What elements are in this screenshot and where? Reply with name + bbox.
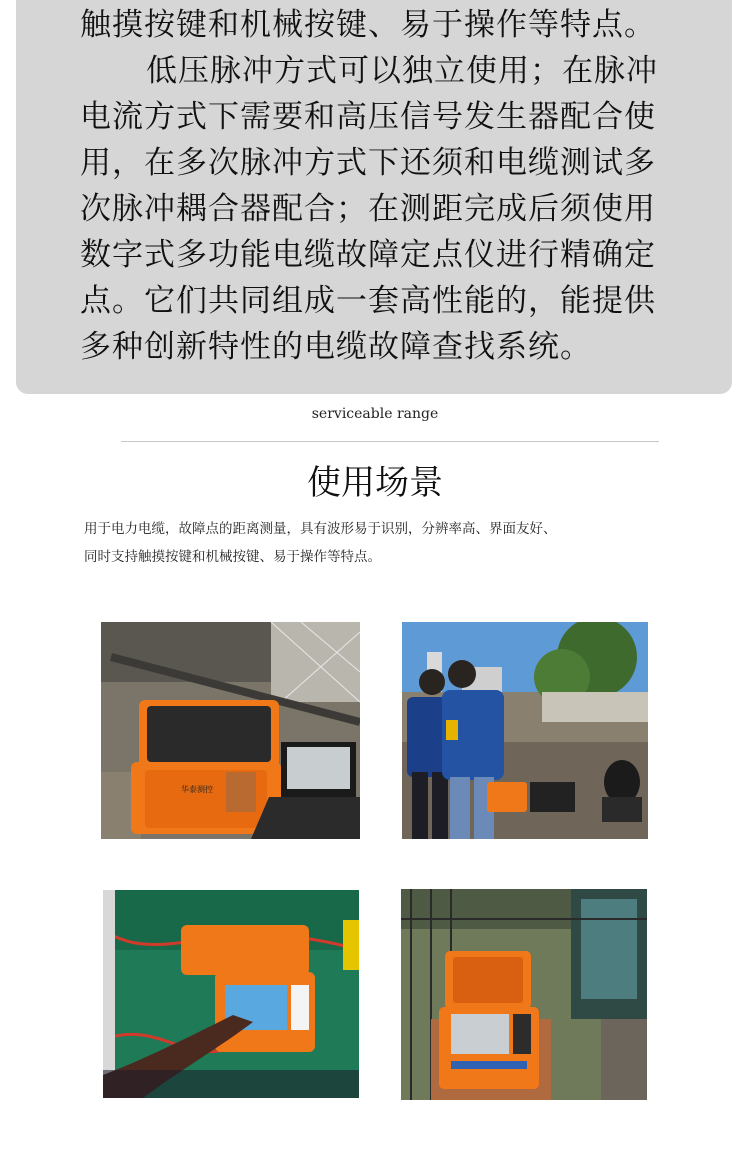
photo-workers-on-site xyxy=(402,622,648,839)
section-description xyxy=(84,515,704,571)
photo-device-on-grass xyxy=(401,889,647,1100)
intro-line: 用，在多次脉冲方式下还须和电缆测试多 xyxy=(80,145,656,181)
intro-line: 触摸按键和机械按键、易于操作等特点。 xyxy=(80,7,656,43)
photo-hand-touching-screen xyxy=(103,890,359,1098)
intro-text-card xyxy=(16,0,732,394)
intro-line: 点。它们共同组成一套高性能的，能提供 xyxy=(80,283,656,319)
intro-line: 次脉冲耦合器配合；在测距完成后须使用 xyxy=(80,191,656,227)
section-divider xyxy=(121,441,659,442)
photo-case-with-laptop xyxy=(101,622,360,839)
section-subtitle: serviceable range xyxy=(311,406,439,422)
intro-line: 低压脉冲方式可以独立使用；在脉冲 xyxy=(146,53,658,89)
device-label: 华泰测控 xyxy=(181,785,213,794)
intro-line: 多种创新特性的电缆故障查找系统。 xyxy=(80,329,592,365)
section-title: 使用场景 xyxy=(307,463,443,503)
intro-line: 数字式多功能电缆故障定点仪进行精确定 xyxy=(80,237,656,273)
description-line: 用于电力电缆，故障点的距离测量，具有波形易于识别，分辨率高、界面友好、 xyxy=(84,521,557,537)
intro-line: 电流方式下需要和高压信号发生器配合使 xyxy=(80,99,656,135)
description-line: 同时支持触摸按键和机械按键、易于操作等特点。 xyxy=(84,549,381,565)
